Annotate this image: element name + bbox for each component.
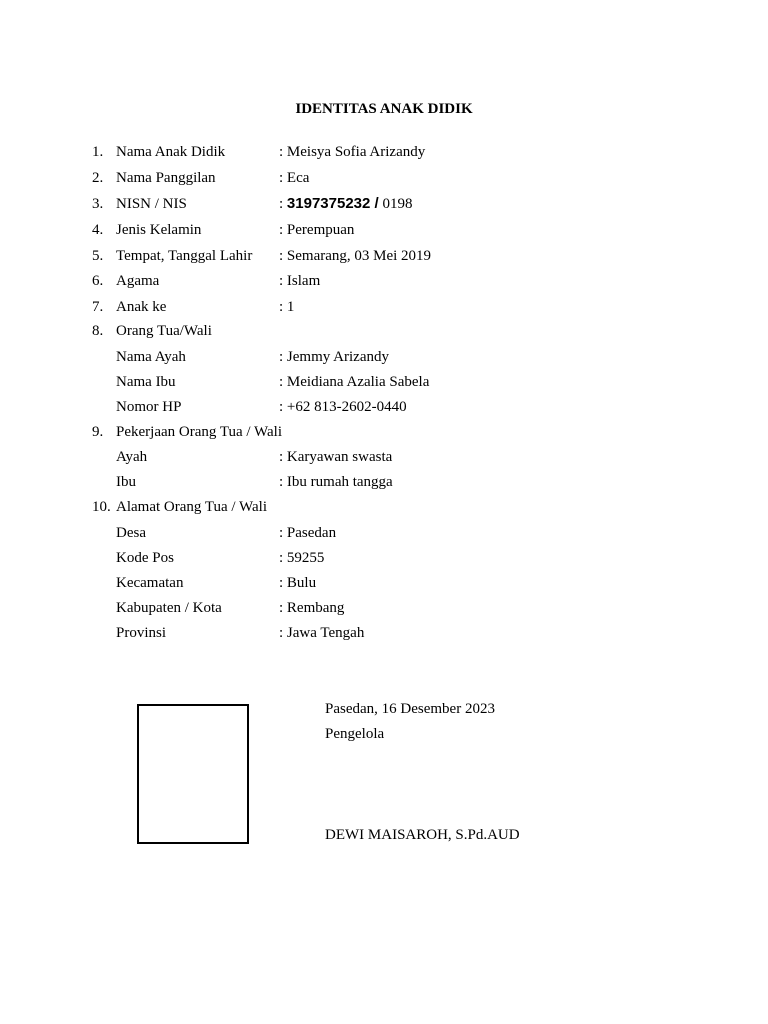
field-value: : Rembang	[279, 600, 345, 616]
field-value: : Semarang, 03 Mei 2019	[279, 248, 432, 264]
field-value: : Pasedan	[279, 525, 337, 541]
document-title: IDENTITAS ANAK DIDIK	[295, 101, 473, 117]
field-value-prefix: :	[279, 196, 287, 212]
field-label: Orang Tua/Wali	[116, 323, 212, 339]
field-label: Nama Panggilan	[116, 170, 216, 186]
field-row-pekerjaan-orang-tua	[0, 422, 768, 442]
field-row-nama-panggilan	[0, 168, 768, 188]
signature-name: DEWI MAISAROH, S.Pd.AUD	[325, 827, 520, 843]
field-label: Jenis Kelamin	[116, 222, 202, 238]
field-value: : Meisya Sofia Arizandy	[279, 144, 426, 160]
field-value	[279, 194, 412, 214]
field-value: : +62 813-2602-0440	[279, 399, 407, 415]
field-label: Provinsi	[116, 625, 167, 641]
field-label: Desa	[116, 525, 146, 541]
field-label: Kode Pos	[116, 550, 174, 566]
field-value: : Ibu rumah tangga	[279, 474, 393, 490]
field-row-anak-ke	[0, 297, 768, 317]
row-number: 9.	[92, 424, 104, 440]
nisn-value: 3197375232 /	[286, 195, 379, 212]
field-label: Alamat Orang Tua / Wali	[116, 499, 268, 515]
field-value: : 59255	[279, 550, 325, 566]
field-row-kode-pos	[0, 548, 768, 568]
field-value: : Jawa Tengah	[279, 625, 365, 641]
row-number: 10.	[92, 499, 111, 515]
field-value: : Meidiana Azalia Sabela	[279, 374, 430, 390]
field-label: Tempat, Tanggal Lahir	[116, 248, 253, 264]
field-row-agama	[0, 271, 768, 291]
field-row-tempat-tanggal-lahir	[0, 246, 768, 266]
nis-value: 0198	[378, 196, 413, 212]
field-row-alamat-orang-tua	[0, 497, 768, 517]
row-number: 2.	[92, 170, 104, 186]
field-label: Kecamatan	[116, 575, 184, 591]
field-value: : Karyawan swasta	[279, 449, 393, 465]
row-number: 7.	[92, 299, 104, 315]
field-row-desa	[0, 523, 768, 543]
field-label: NISN / NIS	[116, 196, 187, 212]
field-row-jenis-kelamin	[0, 220, 768, 240]
field-label: Pekerjaan Orang Tua / Wali	[116, 424, 282, 440]
signature-role: Pengelola	[325, 726, 385, 742]
field-row-kecamatan	[0, 573, 768, 593]
row-number: 6.	[92, 273, 104, 289]
field-row-kabupaten-kota	[0, 598, 768, 618]
field-row-nama-anak-didik	[0, 142, 768, 162]
row-number: 4.	[92, 222, 104, 238]
field-value: : Bulu	[279, 575, 317, 591]
photo-placeholder-box	[137, 704, 249, 844]
field-label: Nama Ayah	[116, 349, 186, 365]
field-row-nomor-hp	[0, 397, 768, 417]
field-label: Nama Ibu	[116, 374, 176, 390]
field-label: Agama	[116, 273, 160, 289]
field-label: Ayah	[116, 449, 148, 465]
row-number: 3.	[92, 196, 104, 212]
field-value: : Perempuan	[279, 222, 355, 238]
field-row-orang-tua-wali	[0, 321, 768, 341]
field-row-nama-ibu	[0, 372, 768, 392]
field-row-pekerjaan-ayah	[0, 447, 768, 467]
row-number: 8.	[92, 323, 104, 339]
field-row-nisn-nis	[0, 194, 768, 214]
field-label: Ibu	[116, 474, 136, 490]
field-row-nama-ayah	[0, 347, 768, 367]
field-label: Nama Anak Didik	[116, 144, 226, 160]
field-row-pekerjaan-ibu	[0, 472, 768, 492]
signature-place-date: Pasedan, 16 Desember 2023	[325, 701, 495, 717]
field-value: : 1	[279, 299, 295, 315]
field-label: Nomor HP	[116, 399, 182, 415]
field-row-provinsi	[0, 623, 768, 643]
row-number: 1.	[92, 144, 104, 160]
field-value: : Islam	[279, 273, 321, 289]
field-label: Anak ke	[116, 299, 167, 315]
row-number: 5.	[92, 248, 104, 264]
field-value: : Jemmy Arizandy	[279, 349, 389, 365]
field-label: Kabupaten / Kota	[116, 600, 222, 616]
field-value: : Eca	[279, 170, 310, 186]
